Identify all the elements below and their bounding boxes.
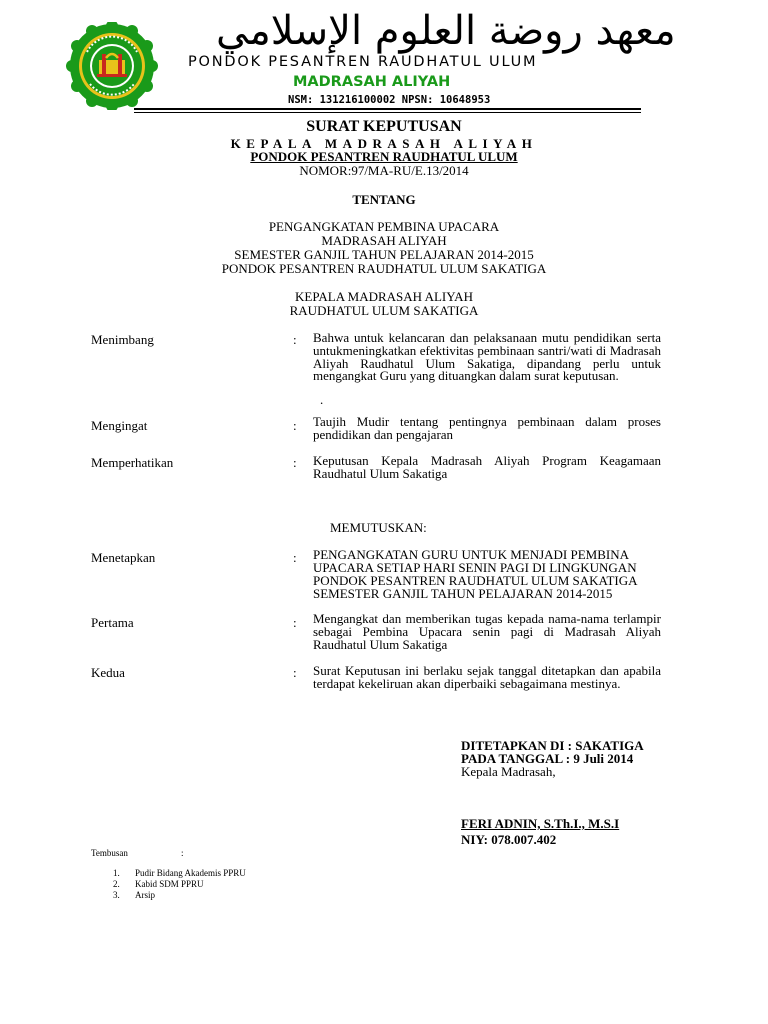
memperhatikan-text: Keputusan Kepala Madrasah Aliyah Program Keagamaan Raudhatul Ulum Sakatiga — [313, 453, 661, 481]
tentang-line: SEMESTER GANJIL TAHUN PELAJARAN 2014-2015 — [234, 247, 534, 262]
document-subtitle: KEPALA MADRASAH ALIYAH — [230, 136, 538, 151]
signature-place: DITETAPKAN DI : SAKATIGA — [461, 738, 644, 753]
list-text: Kabid SDM PPRU — [135, 879, 204, 889]
pertama-text: Mengangkat dan memberikan tugas kepada nama-nama terlampir sebagai Pembina Upacara senin pagi di Madrasah Aliyah Raudhatul Ulum Sakatiga — [313, 611, 661, 652]
memutuskan-heading: MEMUTUSKAN: — [330, 520, 427, 535]
menetapkan-line: PONDOK PESANTREN RAUDHATUL ULUM SAKATIGA — [313, 573, 638, 588]
tembusan-list — [113, 868, 246, 901]
list-number: 3. — [113, 890, 120, 900]
kedua-colon: : — [293, 665, 297, 680]
menetapkan-label: Menetapkan — [91, 550, 156, 565]
list-text: Pudir Bidang Akademis PPRU — [135, 868, 246, 878]
mengingat-text: Taujih Mudir tentang pentingnya pembinaan dalam proses pendidikan dan pengajaran — [313, 414, 661, 442]
menetapkan-line: UPACARA SETIAP HARI SENIN PAGI DI LINGKUNGAN — [313, 560, 637, 575]
institution-name: PONDOK PESANTREN RAUDHATUL ULUM — [250, 149, 518, 164]
menimbang-text: Bahwa untuk kelancaran dan pelaksanaan mutu pendidikan serta untukmeningkatkan efektivitas pembinaan santri/wati di Madrasah Aliyah Raudhatul Ulum Sakatiga, dipandang perlu untuk mengangkat Guru yang dituangkan dalam surat keputusan. — [313, 330, 661, 384]
pertama-colon: : — [293, 615, 297, 630]
pertama-label: Pertama — [91, 615, 134, 630]
tembusan-item — [113, 890, 246, 901]
madrasah-name-header: MADRASAH ALIYAH — [293, 74, 451, 90]
tembusan-item — [113, 879, 246, 890]
kedua-text: Surat Keputusan ini berlaku sejak tanggal ditetapkan dan apabila terdapat kekeliruan akan diperbaiki sebagaimana mestinya. — [313, 663, 661, 691]
tembusan-colon: : — [181, 848, 184, 858]
kedua-label: Kedua — [91, 665, 125, 680]
menetapkan-line: SEMESTER GANJIL TAHUN PELAJARAN 2014-2015 — [313, 586, 613, 601]
nsm-npsn-line: NSM: 131216100002 NPSN: 10648953 — [288, 94, 491, 106]
menimbang-label: Menimbang — [91, 332, 154, 347]
tentang-line: MADRASAH ALIYAH — [321, 233, 447, 248]
pondok-name-header: PONDOK PESANTREN RAUDHATUL ULUM — [188, 54, 538, 70]
memperhatikan-colon: : — [293, 455, 297, 470]
list-text: Arsip — [135, 890, 155, 900]
signatory-name: FERI ADNIN, S.Th.I., M.S.I — [461, 816, 620, 831]
signature-date: PADA TANGGAL : 9 Juli 2014 — [461, 751, 634, 766]
tentang-line: PONDOK PESANTREN RAUDHATUL ULUM SAKATIGA — [221, 261, 547, 276]
school-logo — [66, 22, 158, 110]
document-title: SURAT KEPUTUSAN — [306, 118, 462, 135]
tembusan-item — [113, 868, 246, 879]
menetapkan-colon: : — [293, 550, 297, 565]
memperhatikan-label: Memperhatikan — [91, 455, 174, 470]
signature-position: Kepala Madrasah, — [461, 764, 556, 779]
mengingat-label: Mengingat — [91, 418, 148, 433]
tembusan-label: Tembusan — [91, 848, 128, 858]
decree-number: NOMOR:97/MA-RU/E.13/2014 — [299, 163, 469, 178]
menimbang-colon: : — [293, 332, 297, 347]
list-number: 1. — [113, 868, 120, 878]
signatory-niy: NIY: 078.007.402 — [461, 832, 557, 847]
list-number: 2. — [113, 879, 120, 889]
tentang-heading: TENTANG — [352, 192, 416, 207]
tentang-line: PENGANGKATAN PEMBINA UPACARA — [268, 219, 500, 234]
issuer-line: KEPALA MADRASAH ALIYAH — [295, 289, 473, 304]
arabic-calligraphy-title: معهد روضة العلوم الإسلامي — [216, 8, 676, 54]
letterhead-divider-thick — [134, 108, 641, 110]
menetapkan-line: PENGANGKATAN GURU UNTUK MENJADI PEMBINA — [313, 547, 630, 562]
letterhead-divider-thin — [134, 112, 641, 113]
mengingat-colon: : — [293, 418, 297, 433]
menimbang-dot: . — [320, 392, 324, 407]
issuer-line: RAUDHATUL ULUM SAKATIGA — [289, 303, 479, 318]
